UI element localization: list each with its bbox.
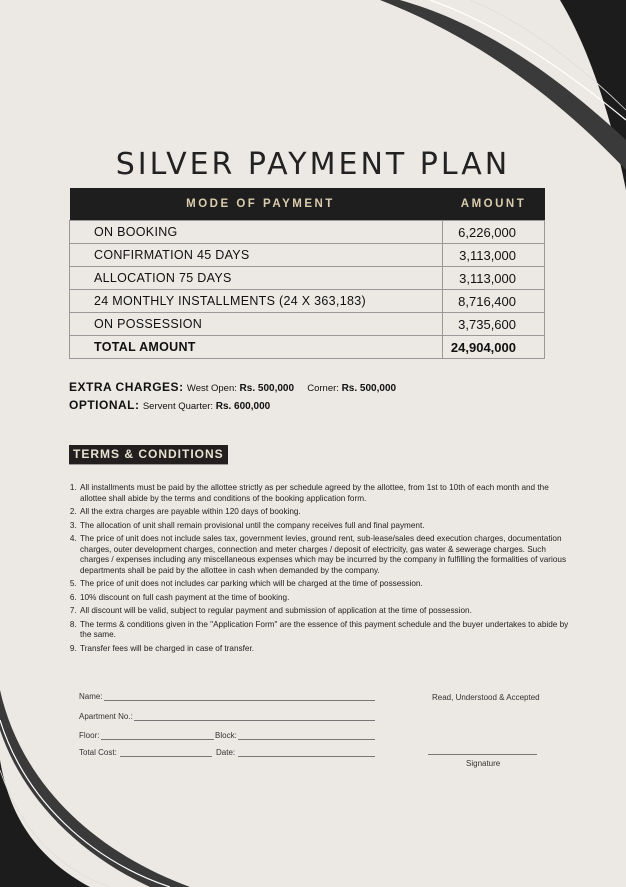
apartment-label: Apartment No.: — [79, 712, 133, 721]
floor-label: Floor: — [79, 731, 100, 740]
total-row — [70, 336, 545, 359]
signature-label: Signature — [466, 759, 501, 768]
term-item: 4. The price of unit does not include sales tax, government levies, ground rent, sub-lease/sales deed execution charges, documentation charges, outer development charges, connection and meter charges / deposit of electricity, gas water & sewerage charges. Such charges / expenses including any miscellaneous expenses which may be incurred by the company in fulfilling the formalities of various departments shall be paid by the allottee in cash when demanded by the company. — [79, 534, 569, 576]
west-open-value: Rs. 500,000 — [239, 383, 295, 394]
term-item: 8. The terms & conditions given in the "Application Form" are the essence of this payment schedule and the buyer undertakes to abide by the same. — [79, 620, 569, 641]
row-label: ON BOOKING — [70, 221, 443, 244]
term-item: 9. Transfer fees will be charged in case of transfer. — [79, 644, 569, 655]
table-row — [70, 313, 545, 336]
name-label: Name: — [79, 692, 103, 701]
total-label: TOTAL AMOUNT — [70, 336, 443, 359]
terms-heading: TERMS & CONDITIONS — [69, 445, 228, 465]
date-field[interactable] — [238, 756, 375, 757]
total-cost-field[interactable] — [120, 756, 212, 757]
servent-quarter-value: Rs. 600,000 — [215, 401, 271, 412]
row-amount: 3,113,000 — [443, 267, 545, 290]
table-row — [70, 290, 545, 313]
corner-label: Corner: — [307, 383, 339, 394]
table-row — [70, 244, 545, 267]
mode-header: MODE OF PAYMENT — [70, 188, 443, 221]
corner-value: Rs. 500,000 — [341, 383, 397, 394]
optional-label: OPTIONAL: — [69, 398, 140, 412]
row-label: ON POSSESSION — [70, 313, 443, 336]
payment-table — [69, 188, 545, 359]
floor-field[interactable] — [101, 739, 214, 740]
extra-charges-line — [69, 379, 396, 397]
signature-field[interactable] — [428, 754, 537, 755]
term-item: 5. The price of unit does not includes car parking which will be charged at the time of possession. — [79, 579, 569, 590]
apartment-field[interactable] — [134, 720, 375, 721]
block-field[interactable] — [238, 739, 375, 740]
west-open-label: West Open: — [186, 383, 237, 394]
table-header-row — [70, 188, 545, 221]
term-item: 3. The allocation of unit shall remain provisional until the company receives full and final payment. — [79, 521, 569, 532]
date-label: Date: — [216, 748, 236, 757]
term-item: 2. All the extra charges are payable within 120 days of booking. — [79, 507, 569, 518]
row-label: 24 MONTHLY INSTALLMENTS (24 X 363,183) — [70, 290, 443, 313]
row-amount: 6,226,000 — [443, 221, 545, 244]
extra-charges — [69, 379, 396, 415]
total-cost-label: Total Cost: — [79, 748, 117, 757]
table-row — [70, 221, 545, 244]
term-item: 1. All installments must be paid by the allottee strictly as per schedule agreed by the allottee, from 1st to 10th of each month and the allottee shall abide by the terms and conditions of the booking application form. — [79, 483, 569, 504]
term-item: 6. 10% discount on full cash payment at the time of booking. — [79, 593, 569, 604]
term-item: 7. All discount will be valid, subject to regular payment and submission of application at the time of possession. — [79, 606, 569, 617]
row-amount: 3,113,000 — [443, 244, 545, 267]
row-amount: 8,716,400 — [443, 290, 545, 313]
optional-line — [69, 397, 396, 415]
terms-list — [67, 483, 569, 657]
row-label: CONFIRMATION 45 DAYS — [70, 244, 443, 267]
row-amount: 3,735,600 — [443, 313, 545, 336]
amount-header: AMOUNT — [443, 188, 545, 221]
extra-charges-label: EXTRA CHARGES: — [69, 380, 184, 394]
row-label: ALLOCATION 75 DAYS — [70, 267, 443, 290]
name-field[interactable] — [104, 700, 375, 701]
acknowledgement-text: Read, Understood & Accepted — [432, 693, 540, 702]
block-label: Block: — [215, 731, 237, 740]
page-title: SILVER PAYMENT PLAN — [115, 147, 511, 182]
total-amount: 24,904,000 — [443, 336, 545, 359]
table-row — [70, 267, 545, 290]
servent-quarter-label: Servent Quarter: — [142, 401, 214, 412]
